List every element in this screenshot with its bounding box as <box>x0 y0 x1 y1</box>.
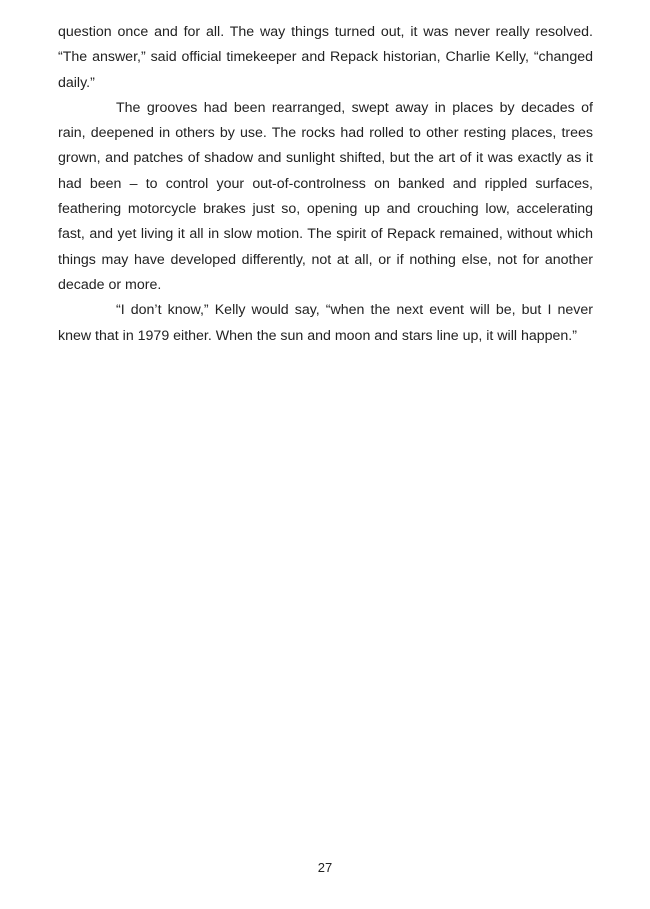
paragraph-continued: question once and for all. The way things turned out, it was never really resolved. “The answer,” said official timekeeper and Repack historian, Charlie Kelly, “changed daily.” <box>58 24 593 91</box>
paragraph-kelly-quote: “I don’t know,” Kelly would say, “when the next event will be, but I never knew that in 1979 either. When the sun and moon and stars line up, it will happen.” <box>58 302 593 344</box>
body-text <box>58 20 593 349</box>
page-number: 27 <box>317 860 333 875</box>
paragraph-grooves: The grooves had been rearranged, swept away in places by decades of rain, deepened in others by use. The rocks had rolled to other resting places, trees grown, and patches of shadow and sunlight shifted, but the art of it was exactly as it had been – to control your out-of-controlness on banked and rippled surfaces, feathering motorcycle brakes just so, opening up and crouching low, accelerating fast, and yet living it all in slow motion. The spirit of Repack remained, without which things may have developed differently, not at all, or if nothing else, not for another decade or more. <box>58 99 593 293</box>
